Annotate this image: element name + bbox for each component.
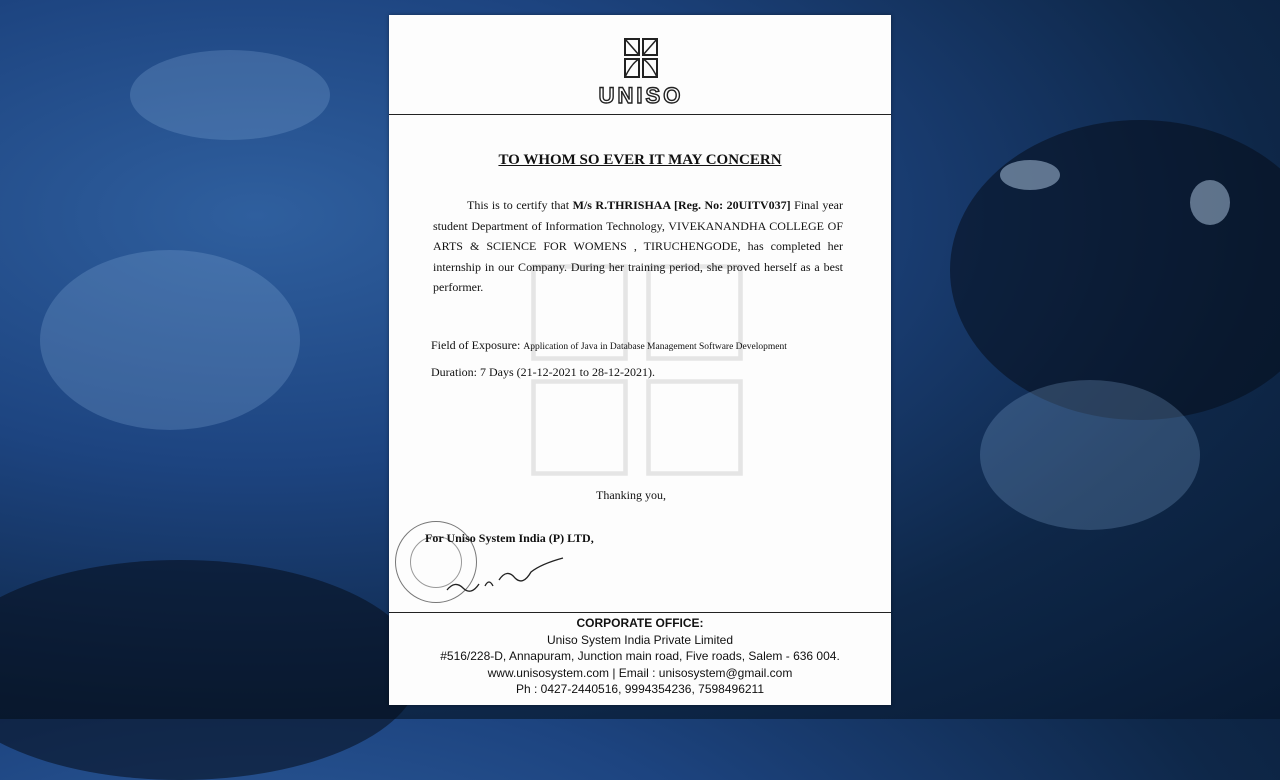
footer-address: #516/228-D, Annapuram, Junction main road, Five roads, Salem - 636 004. xyxy=(440,649,840,663)
field-value: Application of Java in Database Management Software Development xyxy=(523,342,787,352)
duration xyxy=(431,365,655,380)
background-shadow xyxy=(950,120,1280,420)
footer-web-email: www.unisosystem.com | Email : unisosystem@gmail.com xyxy=(487,665,793,680)
letter-title: TO WHOM SO EVER IT MAY CONCERN xyxy=(498,152,782,168)
uniso-logo-icon xyxy=(623,37,659,79)
background-bubble xyxy=(40,250,300,430)
footer-phone: Ph : 0427-2440516, 9994354236, 7598496211 xyxy=(515,682,764,696)
signature-icon xyxy=(445,550,565,595)
corporate-office-footer xyxy=(389,615,891,698)
logo-text: UNISO xyxy=(598,83,684,108)
background-bubble xyxy=(130,50,330,140)
footer-divider xyxy=(389,612,891,613)
footer-heading: CORPORATE OFFICE: xyxy=(576,616,704,630)
footer-company: Uniso System India Private Limited xyxy=(546,632,734,647)
background-shadow xyxy=(0,560,420,780)
background-bubble xyxy=(980,380,1200,530)
thanks-line: Thanking you, xyxy=(596,488,666,502)
para-intro: This is to certify that xyxy=(467,198,573,212)
field-label: Field of Exposure: xyxy=(431,338,521,352)
background-bubble xyxy=(1000,160,1060,190)
background-bubble xyxy=(1190,180,1230,225)
duration-label: Duration: xyxy=(431,365,477,379)
signoff-company: For Uniso System India (P) LTD, xyxy=(425,531,594,545)
student-name-reg: M/s R.THRISHAA [Reg. No: 20UITV037] xyxy=(572,198,791,212)
field-of-exposure xyxy=(431,338,787,353)
certificate-page xyxy=(389,15,891,705)
para-rest: Final year student Department of Information Technology, VIVEKANANDHA COLLEGE OF ARTS & SCIENCE FOR WOMENS , TIRUCHENGODE, has completed her internship in our Company. During her training period, she proved herself as a best performer. xyxy=(433,198,844,294)
header-divider xyxy=(389,114,891,115)
company-logo xyxy=(581,37,701,109)
certificate-paragraph xyxy=(433,195,843,298)
duration-value: 7 Days (21-12-2021 to 28-12-2021). xyxy=(480,365,655,379)
